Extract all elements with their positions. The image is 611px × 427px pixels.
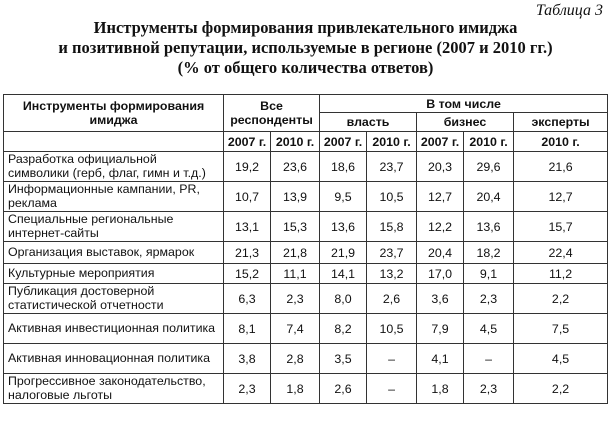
cell-value: 22,4 bbox=[514, 242, 608, 264]
cell-value: 4,5 bbox=[514, 344, 608, 374]
header-year: 2007 г. bbox=[224, 132, 271, 152]
cell-value: 21,6 bbox=[514, 152, 608, 182]
cell-value: 23,6 bbox=[271, 152, 320, 182]
table-row bbox=[4, 242, 608, 264]
row-label: Организация выставок, ярмарок bbox=[4, 242, 224, 264]
cell-value: 4,1 bbox=[417, 344, 464, 374]
table-row bbox=[4, 374, 608, 404]
cell-value: 15,8 bbox=[367, 212, 417, 242]
table-row bbox=[4, 152, 608, 182]
cell-value: 20,4 bbox=[464, 182, 514, 212]
table-row bbox=[4, 314, 608, 344]
cell-value: 8,0 bbox=[320, 284, 367, 314]
cell-value: 8,2 bbox=[320, 314, 367, 344]
cell-value: 10,7 bbox=[224, 182, 271, 212]
row-label: Активная инвестиционная политика bbox=[4, 314, 224, 344]
cell-value: 1,8 bbox=[417, 374, 464, 404]
cell-value: 3,6 bbox=[417, 284, 464, 314]
table-row bbox=[4, 344, 608, 374]
cell-value: 20,3 bbox=[417, 152, 464, 182]
cell-value: 7,5 bbox=[514, 314, 608, 344]
cell-value: 2,2 bbox=[514, 374, 608, 404]
table-title bbox=[0, 18, 611, 78]
cell-value: 7,4 bbox=[271, 314, 320, 344]
cell-value: 11,2 bbox=[514, 264, 608, 284]
header-instruments: Инструменты формирования имиджа bbox=[4, 95, 224, 132]
cell-value: 1,8 bbox=[271, 374, 320, 404]
cell-value: – bbox=[367, 344, 417, 374]
header-including: В том числе bbox=[320, 95, 608, 113]
header-instruments-spacer bbox=[4, 132, 224, 152]
cell-value: 15,7 bbox=[514, 212, 608, 242]
cell-value: 13,1 bbox=[224, 212, 271, 242]
row-label: Специальные региональные интернет-сайты bbox=[4, 212, 224, 242]
header-year: 2010 г. bbox=[271, 132, 320, 152]
cell-value: 14,1 bbox=[320, 264, 367, 284]
cell-value: – bbox=[367, 374, 417, 404]
cell-value: 7,9 bbox=[417, 314, 464, 344]
header-year: 2007 г. bbox=[320, 132, 367, 152]
cell-value: 20,4 bbox=[417, 242, 464, 264]
row-label: Публикация достоверной статистической отчетности bbox=[4, 284, 224, 314]
cell-value: 2,6 bbox=[367, 284, 417, 314]
cell-value: 11,1 bbox=[271, 264, 320, 284]
cell-value: 2,8 bbox=[271, 344, 320, 374]
cell-value: 21,9 bbox=[320, 242, 367, 264]
row-label: Разработка официальной символики (герб, флаг, гимн и т.д.) bbox=[4, 152, 224, 182]
cell-value: 2,3 bbox=[464, 284, 514, 314]
header-year: 2007 г. bbox=[417, 132, 464, 152]
cell-value: 2,3 bbox=[271, 284, 320, 314]
row-label: Культурные мероприятия bbox=[4, 264, 224, 284]
cell-value: 9,1 bbox=[464, 264, 514, 284]
cell-value: 2,2 bbox=[514, 284, 608, 314]
cell-value: – bbox=[464, 344, 514, 374]
cell-value: 4,5 bbox=[464, 314, 514, 344]
row-label: Прогрессивное законодательство, налоговые льготы bbox=[4, 374, 224, 404]
cell-value: 2,6 bbox=[320, 374, 367, 404]
cell-value: 12,7 bbox=[417, 182, 464, 212]
table-row bbox=[4, 182, 608, 212]
title-line-3: (% от общего количества ответов) bbox=[177, 58, 434, 77]
table-number: Таблица 3 bbox=[535, 2, 603, 19]
row-label: Информационные кампании, PR, реклама bbox=[4, 182, 224, 212]
cell-value: 3,8 bbox=[224, 344, 271, 374]
cell-value: 3,5 bbox=[320, 344, 367, 374]
header-group-business: бизнес bbox=[417, 113, 514, 132]
cell-value: 23,7 bbox=[367, 242, 417, 264]
cell-value: 12,2 bbox=[417, 212, 464, 242]
cell-value: 13,2 bbox=[367, 264, 417, 284]
cell-value: 8,1 bbox=[224, 314, 271, 344]
header-all-respondents: Все респонденты bbox=[224, 95, 320, 132]
table-body bbox=[4, 152, 608, 404]
header-year: 2010 г. bbox=[514, 132, 608, 152]
header-year: 2010 г. bbox=[367, 132, 417, 152]
cell-value: 18,6 bbox=[320, 152, 367, 182]
cell-value: 29,6 bbox=[464, 152, 514, 182]
cell-value: 2,3 bbox=[464, 374, 514, 404]
title-line-2: и позитивной репутации, используемые в регионе (2007 и 2010 гг.) bbox=[58, 38, 553, 57]
cell-value: 13,6 bbox=[320, 212, 367, 242]
cell-value: 17,0 bbox=[417, 264, 464, 284]
cell-value: 2,3 bbox=[224, 374, 271, 404]
title-line-1: Инструменты формирования привлекательного имиджа bbox=[93, 18, 518, 37]
cell-value: 6,3 bbox=[224, 284, 271, 314]
table-row bbox=[4, 264, 608, 284]
cell-value: 12,7 bbox=[514, 182, 608, 212]
cell-value: 21,8 bbox=[271, 242, 320, 264]
header-year: 2010 г. bbox=[464, 132, 514, 152]
cell-value: 23,7 bbox=[367, 152, 417, 182]
cell-value: 10,5 bbox=[367, 182, 417, 212]
table-row bbox=[4, 284, 608, 314]
table-row bbox=[4, 212, 608, 242]
cell-value: 15,2 bbox=[224, 264, 271, 284]
header-group-power: власть bbox=[320, 113, 417, 132]
header-group-experts: эксперты bbox=[514, 113, 608, 132]
cell-value: 19,2 bbox=[224, 152, 271, 182]
cell-value: 13,6 bbox=[464, 212, 514, 242]
cell-value: 9,5 bbox=[320, 182, 367, 212]
cell-value: 10,5 bbox=[367, 314, 417, 344]
cell-value: 21,3 bbox=[224, 242, 271, 264]
cell-value: 13,9 bbox=[271, 182, 320, 212]
cell-value: 18,2 bbox=[464, 242, 514, 264]
cell-value: 15,3 bbox=[271, 212, 320, 242]
row-label: Активная инновационная политика bbox=[4, 344, 224, 374]
data-table bbox=[3, 94, 608, 404]
